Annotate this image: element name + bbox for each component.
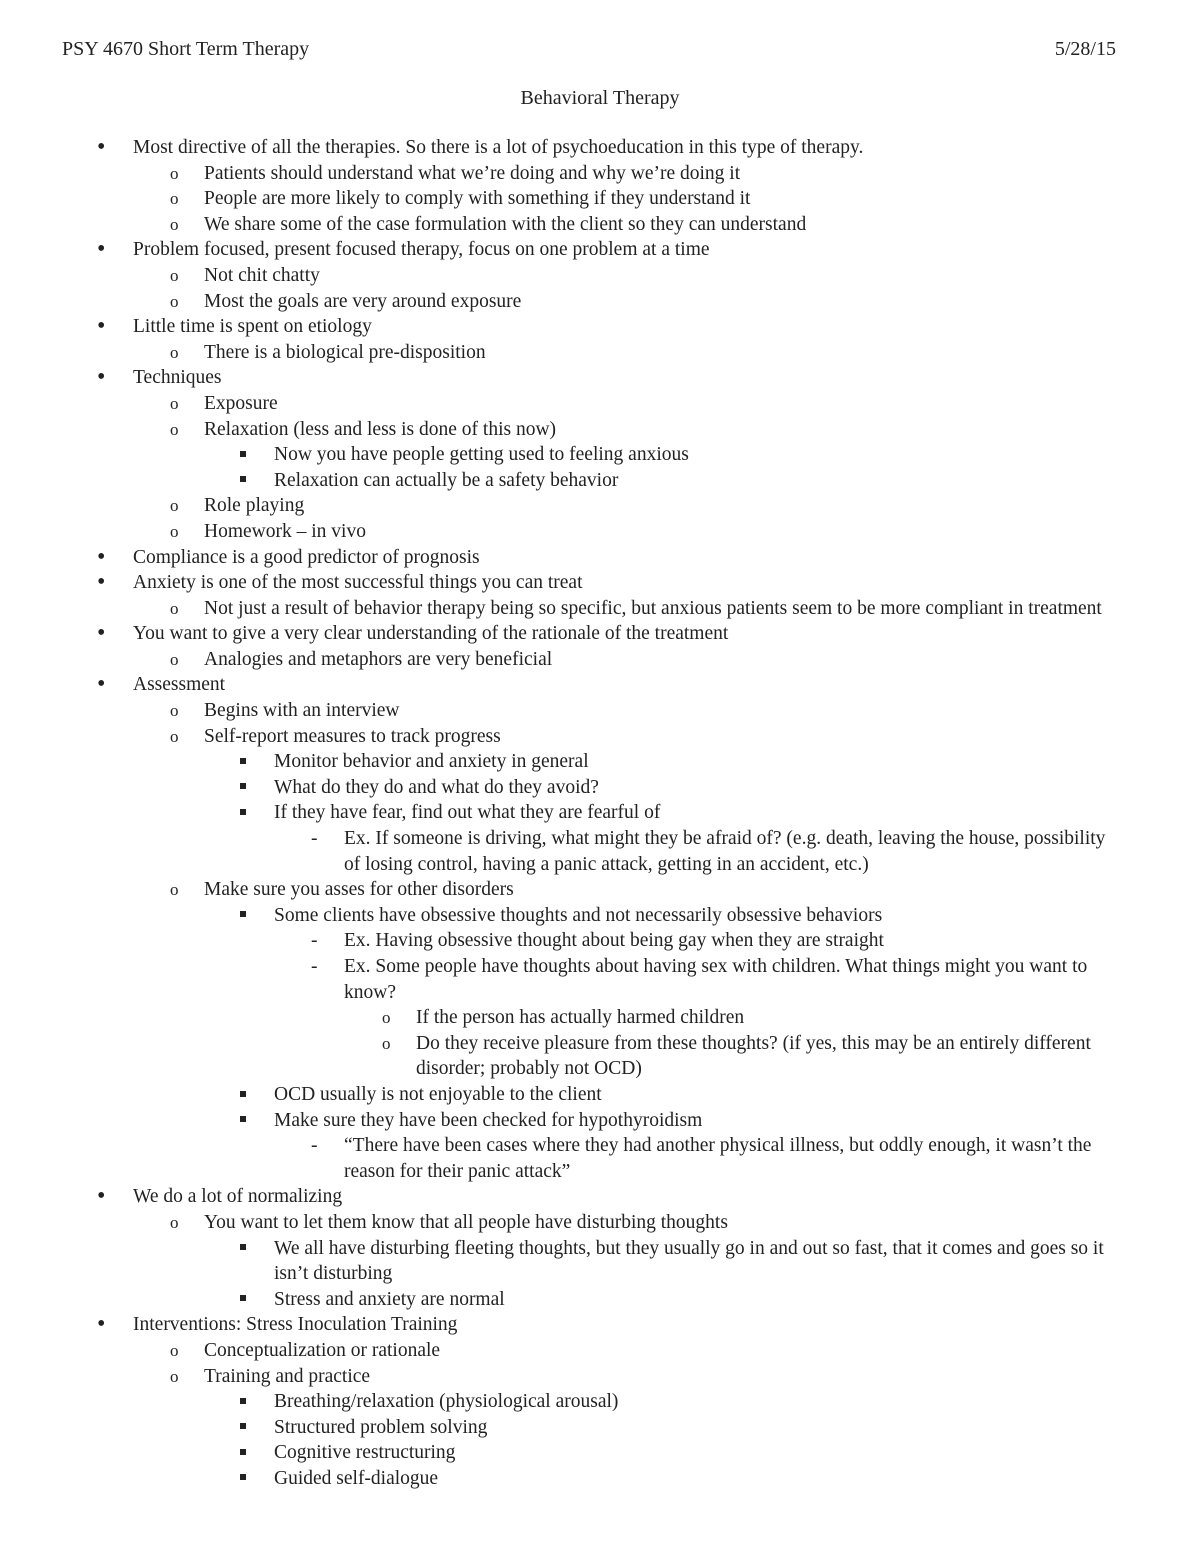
bullet-circle-icon (170, 263, 179, 289)
list-item-text: Assessment (133, 674, 226, 696)
list-item (0, 519, 1115, 545)
list-item (0, 1287, 1115, 1313)
list-item-text: Breathing/relaxation (physiological arousal) (274, 1391, 619, 1413)
list-item (0, 800, 1115, 826)
list-item (0, 1389, 1115, 1415)
list-item (0, 1236, 1115, 1287)
list-item-text: Make sure you asses for other disorders (204, 879, 514, 901)
bullet-circle-icon (170, 417, 179, 443)
bullet-dot-icon (97, 672, 105, 699)
bullet-dash-icon (311, 954, 318, 980)
bullet-circle-icon (170, 493, 179, 519)
list-item-text: Now you have people getting used to feeling anxious (274, 444, 689, 466)
list-item (0, 1338, 1115, 1364)
list-item-text: Self-report measures to track progress (204, 725, 501, 747)
list-item-text: Not just a result of behavior therapy being so specific, but anxious patients seem to be more compliant in treatment (204, 597, 1102, 619)
list-item (0, 493, 1115, 519)
bullet-square-icon (240, 749, 246, 775)
bullet-circle-icon (170, 698, 179, 724)
list-item (0, 1210, 1115, 1236)
list-item (0, 570, 1115, 596)
list-item (0, 954, 1115, 1005)
list-item-text: Patients should understand what we’re doing and why we’re doing it (204, 162, 741, 184)
bullet-dot-icon (97, 135, 105, 162)
list-item-text: Training and practice (204, 1365, 371, 1387)
bullet-square-icon (240, 1236, 246, 1262)
bullet-square-icon (240, 1287, 246, 1313)
list-item (0, 1108, 1115, 1134)
bullet-dot-icon (97, 237, 105, 264)
bullet-circle-icon (170, 212, 179, 238)
course-header: PSY 4670 Short Term Therapy (62, 38, 310, 60)
list-item (0, 1184, 1115, 1210)
list-item-text: Stress and anxiety are normal (274, 1288, 505, 1310)
list-item (0, 417, 1115, 443)
list-item (0, 161, 1115, 187)
bullet-square-icon (240, 775, 246, 801)
list-item-text: Problem focused, present focused therapy, focus on one problem at a time (133, 239, 710, 261)
list-item (0, 365, 1115, 391)
bullet-circle-icon (170, 1210, 179, 1236)
list-item (0, 826, 1115, 877)
list-item (0, 314, 1115, 340)
bullet-circle-icon (170, 877, 179, 903)
list-item-text: We share some of the case formulation with the client so they can understand (204, 213, 807, 235)
bullet-dot-icon (97, 545, 105, 572)
list-item-text: If they have fear, find out what they are fearful of (274, 802, 661, 824)
list-item-text: Anxiety is one of the most successful things you can treat (133, 572, 583, 594)
list-item-text: What do they do and what do they avoid? (274, 776, 599, 798)
list-item-text: Role playing (204, 495, 305, 517)
bullet-circle-icon (170, 289, 179, 315)
list-item (0, 1415, 1115, 1441)
bullet-circle-icon (170, 647, 179, 673)
list-item (0, 1082, 1115, 1108)
list-item (0, 647, 1115, 673)
list-item-text: We do a lot of normalizing (133, 1186, 343, 1208)
bullet-circle-icon (382, 1005, 391, 1031)
bullet-square-icon (240, 1389, 246, 1415)
bullet-circle-icon (170, 519, 179, 545)
list-item-text: OCD usually is not enjoyable to the client (274, 1083, 602, 1105)
list-item-text: Do they receive pleasure from these thoughts? (if yes, this may be an entirely different disorder; probably not OCD) (416, 1032, 1091, 1080)
bullet-dot-icon (97, 570, 105, 597)
list-item-text: Homework – in vivo (204, 520, 366, 542)
list-item-text: Techniques (133, 367, 222, 389)
list-item (0, 1031, 1115, 1082)
list-item-text: There is a biological pre-disposition (204, 341, 486, 363)
notes-list (0, 135, 1200, 1491)
list-item-text: Some clients have obsessive thoughts and not necessarily obsessive behaviors (274, 904, 883, 926)
bullet-dash-icon (311, 1133, 318, 1159)
list-item (0, 442, 1115, 468)
list-item (0, 391, 1115, 417)
list-item (0, 698, 1115, 724)
list-item-text: Ex. If someone is driving, what might they be afraid of? (e.g. death, leaving the house, possibility of losing control, having a panic attack, getting in an accident, etc.) (344, 828, 1106, 875)
list-item-text: Ex. Some people have thoughts about having sex with children. What things might you want to know? (344, 956, 1088, 1003)
list-item (0, 1364, 1115, 1390)
list-item (0, 1133, 1115, 1184)
bullet-square-icon (240, 903, 246, 929)
list-item (0, 724, 1115, 750)
list-item-text: Compliance is a good predictor of prognosis (133, 546, 480, 568)
list-item-text: Most directive of all the therapies. So there is a lot of psychoeducation in this type of therapy. (133, 137, 864, 158)
list-item-text: Ex. Having obsessive thought about being gay when they are straight (344, 930, 884, 952)
list-item (0, 340, 1115, 366)
list-item (0, 545, 1115, 571)
bullet-circle-icon (170, 1338, 179, 1364)
bullet-circle-icon (170, 1364, 179, 1390)
list-item-text: Monitor behavior and anxiety in general (274, 751, 589, 773)
list-item-text: Structured problem solving (274, 1416, 488, 1438)
list-item-text: Exposure (204, 392, 278, 414)
list-item (0, 877, 1115, 903)
bullet-dot-icon (97, 314, 105, 341)
list-item (0, 1466, 1115, 1492)
list-item (0, 775, 1115, 801)
list-item-text: Conceptualization or rationale (204, 1339, 441, 1361)
list-item-text: Relaxation can actually be a safety behavior (274, 469, 619, 491)
bullet-square-icon (240, 468, 246, 494)
bullet-square-icon (240, 1415, 246, 1441)
list-item (0, 186, 1115, 212)
bullet-circle-icon (382, 1031, 391, 1057)
list-item-text: Guided self-dialogue (274, 1467, 439, 1489)
date-header: 5/28/15 (1054, 38, 1116, 60)
list-item-text: Make sure they have been checked for hypothyroidism (274, 1109, 703, 1131)
list-item-text: You want to give a very clear understanding of the rationale of the treatment (133, 623, 729, 645)
list-item-text: Not chit chatty (204, 264, 320, 286)
bullet-square-icon (240, 1466, 246, 1492)
bullet-dot-icon (97, 365, 105, 392)
bullet-dot-icon (97, 1184, 105, 1211)
list-item-text: We all have disturbing fleeting thoughts, but they usually go in and out so fast, that it comes and goes so it isn’t disturbing (274, 1237, 1104, 1285)
bullet-square-icon (240, 1108, 246, 1134)
list-item (0, 928, 1115, 954)
list-item-text: Little time is spent on etiology (133, 316, 372, 338)
list-item (0, 289, 1115, 315)
list-item (0, 1005, 1115, 1031)
list-item-text: Relaxation (less and less is done of this now) (204, 418, 557, 440)
bullet-circle-icon (170, 596, 179, 622)
bullet-circle-icon (170, 161, 179, 187)
list-item-text: You want to let them know that all people have disturbing thoughts (204, 1211, 728, 1233)
document-title: Behavioral Therapy (520, 87, 680, 109)
bullet-circle-icon (170, 391, 179, 417)
bullet-dash-icon (311, 928, 318, 954)
bullet-dash-icon (311, 826, 318, 852)
bullet-circle-icon (170, 340, 179, 366)
list-item (0, 1440, 1115, 1466)
list-item (0, 596, 1115, 622)
list-item-text: If the person has actually harmed children (416, 1007, 745, 1029)
list-item (0, 672, 1115, 698)
list-item-text: Interventions: Stress Inoculation Training (133, 1314, 458, 1336)
bullet-circle-icon (170, 186, 179, 212)
list-item (0, 621, 1115, 647)
list-item-text: Cognitive restructuring (274, 1442, 456, 1464)
bullet-square-icon (240, 800, 246, 826)
list-item (0, 263, 1115, 289)
bullet-dot-icon (97, 621, 105, 648)
list-item-text: Most the goals are very around exposure (204, 290, 522, 312)
bullet-square-icon (240, 442, 246, 468)
bullet-square-icon (240, 1082, 246, 1108)
list-item (0, 237, 1115, 263)
list-item-text: People are more likely to comply with something if they understand it (204, 188, 751, 210)
list-item (0, 749, 1115, 775)
bullet-circle-icon (170, 724, 179, 750)
list-item-text: Begins with an interview (204, 700, 400, 722)
list-item (0, 135, 1115, 161)
bullet-dot-icon (97, 1312, 105, 1339)
list-item (0, 1312, 1115, 1338)
list-item (0, 903, 1115, 929)
bullet-square-icon (240, 1440, 246, 1466)
list-item-text: Analogies and metaphors are very beneficial (204, 648, 553, 670)
list-item-text: “There have been cases where they had another physical illness, but oddly enough, it wasn’t the reason for their panic attack” (344, 1135, 1092, 1182)
list-item (0, 468, 1115, 494)
list-item (0, 212, 1115, 238)
